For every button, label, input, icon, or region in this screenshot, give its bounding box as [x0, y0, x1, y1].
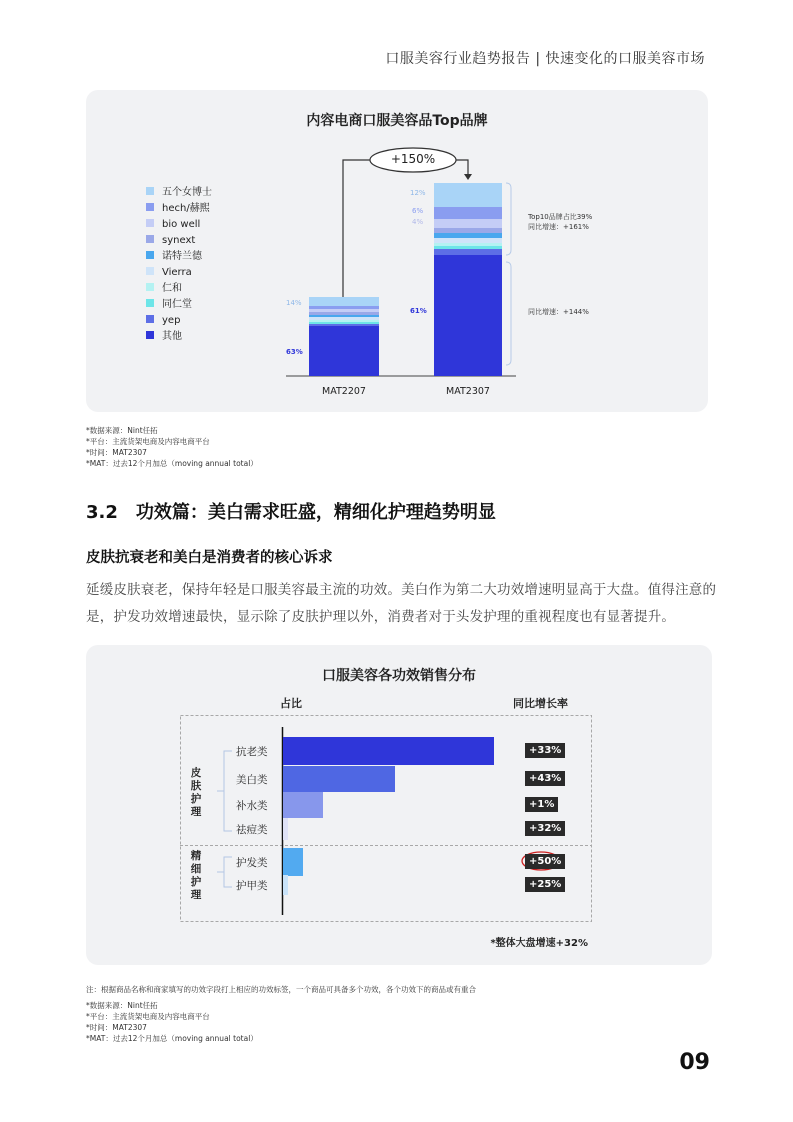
bar-segment [309, 297, 379, 306]
efficacy-bar [283, 737, 494, 765]
efficacy-bar [283, 875, 288, 895]
note-line: *时间：MAT2307 [86, 448, 147, 457]
bar2-top-pct: 12% [410, 189, 426, 197]
bar-segment [434, 207, 502, 219]
note-line: *时间：MAT2307 [86, 1023, 147, 1032]
growth-badge: +33% [525, 743, 565, 758]
note-line: *MAT：过去12个月加总（moving annual total） [86, 459, 258, 468]
report-header: 口服美容行业趋势报告 | 快速变化的口服美容市场 [385, 51, 705, 67]
growth-badge: +25% [525, 877, 565, 892]
annotation-other: 同比增速：+144% [528, 308, 589, 316]
efficacy-bar [283, 818, 288, 840]
legend-item: 同仁堂 [146, 298, 212, 314]
chart2-note-main: 注：根据商品名称和商家填写的功效字段打上相应的功效标签，一个商品可具备多个功效，各个功效下的商品或有重合 [86, 985, 476, 994]
efficacy-frame [86, 645, 712, 965]
legend-item: synext [146, 234, 212, 250]
bar1-label: MAT2207 [322, 386, 366, 397]
efficacy-chart-title: 口服美容各功效销售分布 [322, 668, 476, 684]
legend-item: 诺特兰德 [146, 250, 212, 266]
annotation-line: 同比增速：+161% [528, 223, 589, 231]
bar1-other-pct: 63% [286, 348, 303, 356]
brand-chart-title: 内容电商口服美容品Top品牌 [306, 113, 488, 129]
annotation-top10 [528, 212, 592, 232]
bar2-mid1-pct: 6% [412, 207, 424, 215]
efficacy-bar [283, 766, 395, 792]
efficacy-row-label: 护甲类 [236, 880, 268, 892]
efficacy-row-label: 美白类 [236, 774, 268, 786]
annotation-line: Top10品牌占比39% [528, 213, 593, 221]
bar-mat2307 [434, 183, 502, 376]
efficacy-chart-card [86, 645, 712, 965]
efficacy-row-label: 补水类 [236, 800, 268, 812]
bar2-mid2-pct: 4% [412, 218, 424, 226]
note-line: *平台：主流货架电商及内容电商平台 [86, 437, 210, 446]
legend-item: 五个女博士 [146, 186, 212, 202]
growth-badge: +50% [525, 854, 565, 869]
efficacy-bar [283, 792, 323, 818]
section-subtitle: 皮肤抗衰老和美白是消费者的核心诉求 [86, 550, 333, 566]
bar2-other-pct: 61% [410, 307, 427, 315]
group-label-fine: 精细护理 [190, 850, 202, 901]
growth-connector [86, 90, 708, 412]
growth-badge: +32% [525, 821, 565, 836]
section-title: 功效篇：美白需求旺盛，精细化护理趋势明显 [135, 502, 496, 523]
page-number: 09 [679, 1050, 710, 1075]
efficacy-row-label: 抗老类 [236, 746, 268, 758]
section-number: 3.2 [86, 502, 118, 523]
legend-item: Vierra [146, 266, 212, 282]
chart2-notes [86, 1000, 258, 1044]
section-heading [86, 498, 496, 524]
growth-badge: +43% [525, 771, 565, 786]
bar-segment [309, 326, 379, 376]
efficacy-row-label: 护发类 [236, 857, 268, 869]
brand-chart-card [86, 90, 708, 412]
note-line: *数据来源：Nint任拓 [86, 1001, 158, 1010]
bar-segment [434, 255, 502, 376]
efficacy-bar [283, 848, 303, 876]
growth-label: +150% [390, 152, 436, 166]
legend-item: bio well [146, 218, 212, 234]
chart1-notes [86, 425, 258, 469]
bar-segment [434, 219, 502, 228]
col-header-share: 占比 [280, 697, 302, 710]
legend-item: yep [146, 314, 212, 330]
note-line: *平台：主流货架电商及内容电商平台 [86, 1012, 210, 1021]
efficacy-row-label: 祛痘类 [236, 824, 268, 836]
legend-item: 其他 [146, 330, 212, 346]
bar-mat2207 [309, 297, 379, 376]
growth-badge: +1% [525, 797, 558, 812]
bar1-top-pct: 14% [286, 299, 302, 307]
bar2-label: MAT2307 [446, 386, 490, 397]
note-line: *数据来源：Nint任拓 [86, 426, 158, 435]
note-line: *MAT：过去12个月加总（moving annual total） [86, 1034, 258, 1043]
legend-item: 仁和 [146, 282, 212, 298]
group-label-skin: 皮肤护理 [190, 767, 202, 818]
market-growth-note: *整体大盘增速+32% [490, 938, 588, 949]
legend-item: hech/赫熙 [146, 202, 212, 218]
col-header-growth: 同比增长率 [513, 697, 568, 710]
section-paragraph: 延缓皮肤衰老，保持年轻是口服美容最主流的功效。美白作为第二大功效增速明显高于大盘。值得注意的是，护发功效增速最快，显示除了皮肤护理以外，消费者对于头发护理的重视程度也有显著提升。 [86, 582, 717, 625]
bar-segment [434, 183, 502, 207]
